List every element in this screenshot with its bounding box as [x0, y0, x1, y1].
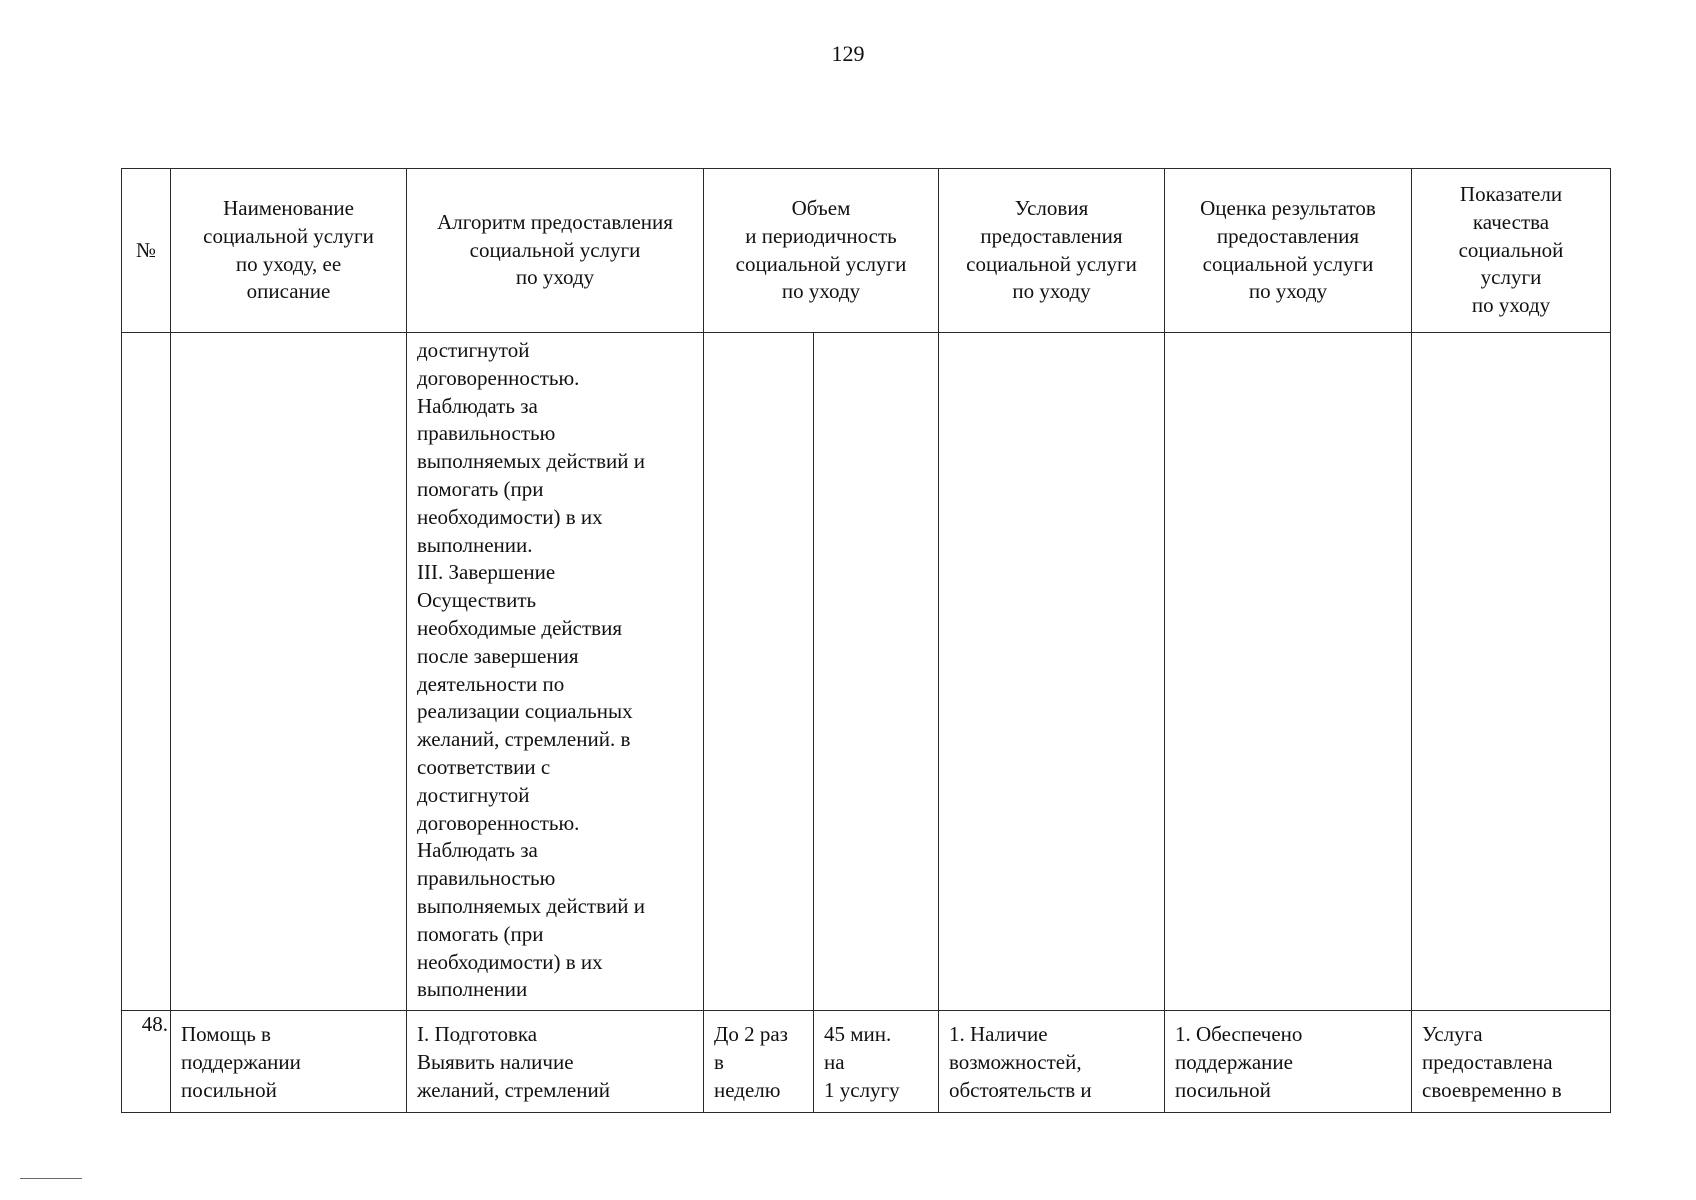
cont-duration-cell	[814, 333, 939, 1011]
row48-service-name: Помощь в поддержании посильной	[171, 1011, 407, 1113]
table-row-continuation	[122, 333, 1611, 1011]
cont-quality-cell	[1412, 333, 1611, 1011]
row48-frequency: До 2 раз в неделю	[704, 1011, 814, 1113]
cont-frequency-cell	[704, 333, 814, 1011]
header-evaluation: Оценка результатов предоставления социальной услуги по уходу	[1165, 169, 1412, 333]
header-algorithm: Алгоритм предоставления социальной услуги по уходу	[407, 169, 704, 333]
header-quality: Показатели качества социальной услуги по уходу	[1412, 169, 1611, 333]
row48-conditions: 1. Наличие возможностей, обстоятельств и	[939, 1011, 1165, 1113]
care-services-table	[121, 168, 1611, 1113]
header-number: №	[122, 169, 171, 333]
table-header-row	[122, 169, 1611, 333]
header-service-name: Наименование социальной услуги по уходу, ее описание	[171, 169, 407, 333]
cont-evaluation-cell	[1165, 333, 1412, 1011]
cont-conditions-cell	[939, 333, 1165, 1011]
table-row-48	[122, 1011, 1611, 1113]
row48-quality: Услуга предоставлена своевременно в	[1412, 1011, 1611, 1113]
row48-algorithm: I. Подготовка Выявить наличие желаний, стремлений	[407, 1011, 704, 1113]
row48-duration: 45 мин. на 1 услугу	[814, 1011, 939, 1113]
header-volume-frequency: Объем и периодичность социальной услуги по уходу	[704, 169, 939, 333]
header-conditions: Условия предоставления социальной услуги по уходу	[939, 169, 1165, 333]
row48-evaluation: 1. Обеспечено поддержание посильной	[1165, 1011, 1412, 1113]
cont-algorithm-cell: достигнутой договоренностью. Наблюдать за правильностью выполняемых действий и помогать (при необходимости) в их выполнении. III. Завершение Осуществить необходимые действия после завершения деятельности по реализации социальных желаний, стремлений. в соответствии с достигнутой договоренностью. Наблюдать за правильностью выполняемых действий и помогать (при необходимости) в их выполнении	[407, 333, 704, 1011]
row48-number: 48.	[122, 1011, 171, 1113]
page-number: 129	[831, 41, 865, 66]
cont-number-cell	[122, 333, 171, 1011]
scan-mark-divider	[20, 1178, 82, 1179]
cont-name-cell	[171, 333, 407, 1011]
